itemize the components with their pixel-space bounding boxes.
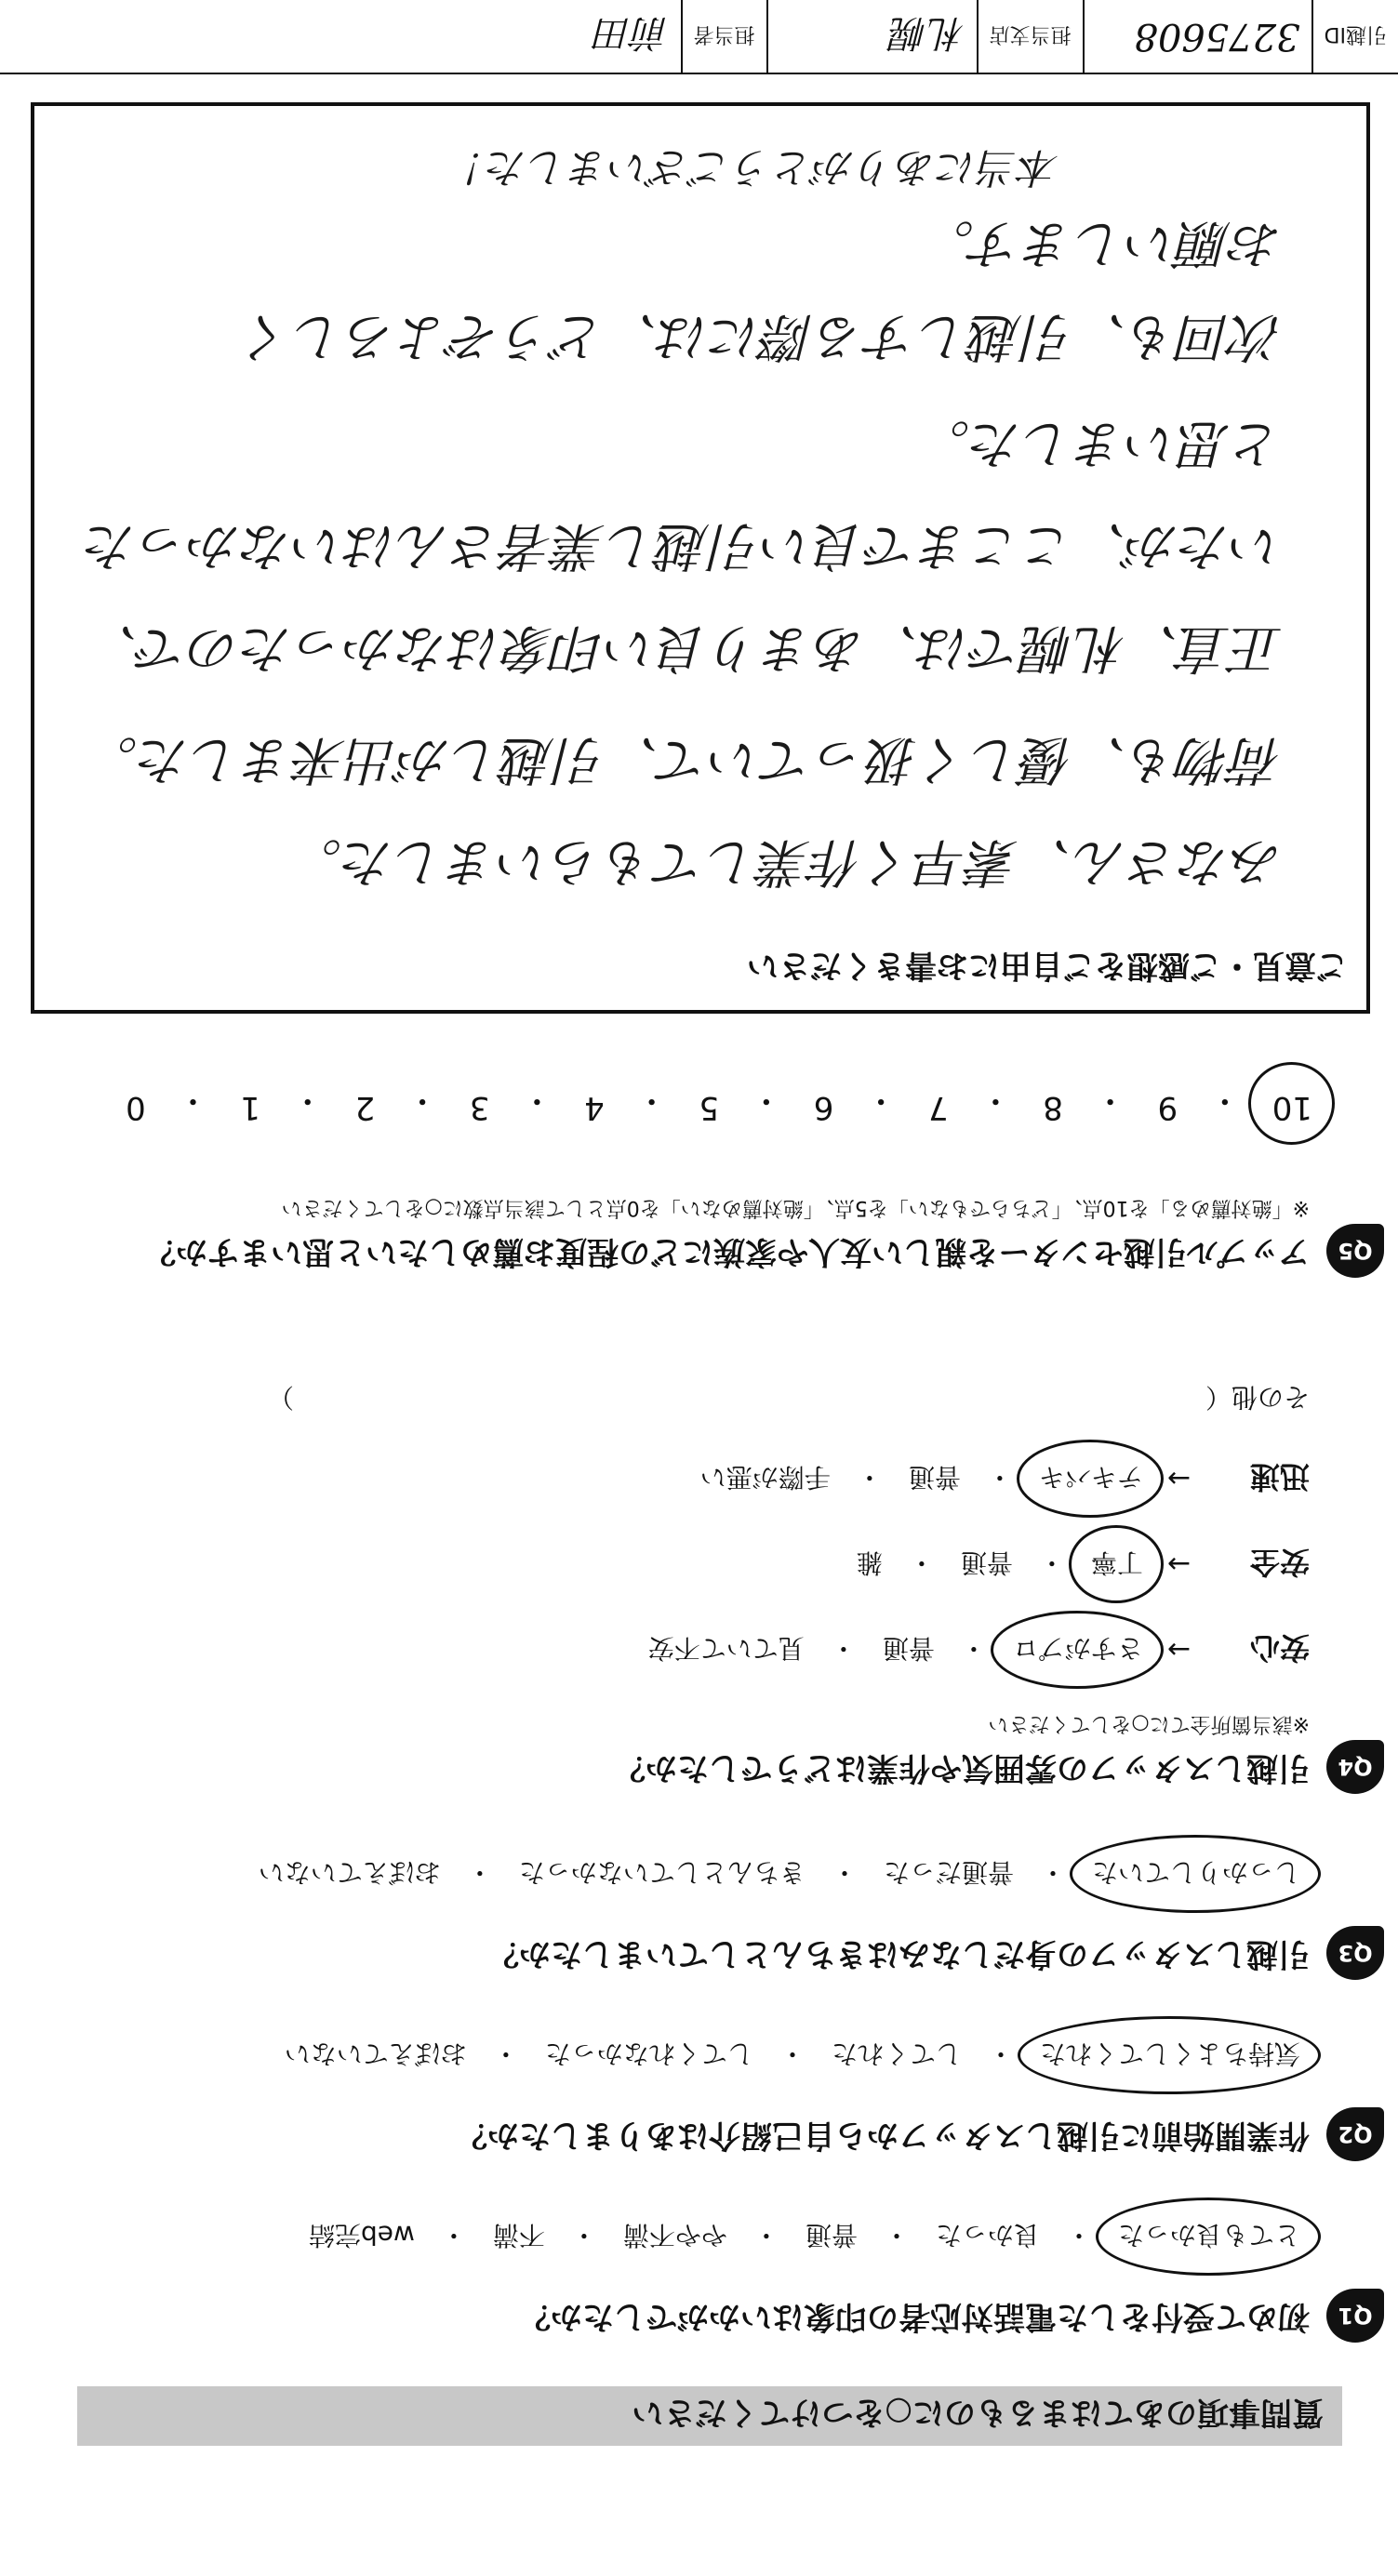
q1-badge: Q1	[1326, 2289, 1384, 2343]
q2-option[interactable]: おぼえていない	[284, 2038, 467, 2069]
q2-option[interactable]: してくれなかった	[544, 2038, 753, 2069]
q4-option[interactable]: 普通	[882, 1633, 935, 1664]
comment-line: 正直、札幌では、あまり良い印象はなかったので、	[86, 617, 1283, 678]
question-3	[63, 1850, 1373, 1976]
q5-score[interactable]: 4	[584, 1089, 605, 1126]
q1-option[interactable]: とても良かった	[1109, 2212, 1310, 2261]
q5-badge: Q5	[1326, 1224, 1384, 1278]
move-id-value[interactable]: 3275608	[1083, 0, 1311, 73]
q5-score[interactable]: 8	[1043, 1089, 1063, 1126]
q5-score[interactable]: 9	[1157, 1089, 1178, 1126]
instruction-banner	[77, 2386, 1342, 2446]
q4-option[interactable]: 普通	[908, 1462, 961, 1493]
q2-option[interactable]: 気持ちよくしてくれた	[1031, 2031, 1310, 2079]
question-1	[63, 2212, 1373, 2339]
q3-option[interactable]: きちんとしていなかった	[518, 1857, 806, 1888]
q1-option[interactable]: 不満	[492, 2220, 545, 2251]
q5-score[interactable]: 3	[469, 1089, 490, 1126]
q4-badge: Q4	[1326, 1740, 1384, 1794]
q2-badge: Q2	[1326, 2107, 1384, 2161]
q5-score[interactable]: 7	[927, 1089, 949, 1126]
q5-score[interactable]: 10	[1261, 1077, 1324, 1130]
q1-option[interactable]: 良かった	[935, 2220, 1040, 2251]
q3-option[interactable]: しっかりしていた	[1083, 1850, 1310, 1898]
q1-option[interactable]: web完結	[308, 2220, 415, 2251]
q4-row-label: 安全	[1249, 1545, 1310, 1580]
manager-value[interactable]: 前田	[594, 11, 670, 55]
comment-line: お願いします。	[922, 213, 1283, 273]
q4-option[interactable]: 見ていて不安	[647, 1633, 805, 1664]
instruction-text: 質問事項のあてはまるものに○をつけてください	[632, 2394, 1324, 2432]
comment-box[interactable]	[31, 102, 1370, 1014]
q5-score[interactable]: 1	[240, 1089, 260, 1126]
q5-score[interactable]: 2	[354, 1089, 376, 1126]
q4-row-jinsoku: 迅速 → テキパキ ・ 普通 ・ 手際が悪い	[63, 1454, 1310, 1503]
q2-option[interactable]: してくれた	[831, 2038, 962, 2069]
q4-option[interactable]: 丁寧	[1082, 1540, 1152, 1588]
q1-text: 初めて受付をした電話対応者の印象はいかがでしたか？	[519, 2298, 1310, 2335]
q4-note: ※該当箇所全てに○をしてください	[988, 1712, 1310, 1735]
q4-option[interactable]: さすがプロ	[1004, 1626, 1152, 1674]
q5-text: アップル引越センターを親しい友人や家族にどの程度お薦めしたいと思いますか？	[144, 1233, 1310, 1270]
q5-score[interactable]: 6	[813, 1089, 834, 1126]
q1-options: とても良かった ・ 良かった ・ 普通 ・ やや不満 ・ 不満 ・ web完結	[63, 2212, 1310, 2261]
q4-row-anshin: 安心 → さすがプロ ・ 普通 ・ 見ていて不安	[63, 1626, 1310, 1674]
q4-row-label: 安心	[1249, 1630, 1310, 1666]
q3-options: しっかりしていた ・ 普通だった ・ きちんとしていなかった ・ おぼえていない	[63, 1850, 1310, 1898]
q4-row-anzen: 安全 → 丁寧 ・ 普通 ・ 雑	[63, 1540, 1310, 1588]
q3-option[interactable]: 普通だった	[883, 1857, 1014, 1888]
q5-scale: 10 ・ 9 ・ 8 ・ 7 ・ 6 ・ 5 ・ 4 ・ 3 ・ 2 ・ 1 ・ 0	[114, 1077, 1324, 1130]
manager-label: 担当者	[681, 0, 766, 73]
question-2	[63, 2031, 1373, 2158]
q4-text: 引越しスタッフの雰囲気や作業はどうでしたか？	[614, 1749, 1310, 1786]
comment-line: 次回も、引越しする際には、どうぞよろしく	[241, 306, 1283, 366]
comment-line: みなさん、素早く作業してもらいました。	[289, 831, 1283, 892]
move-id-label: 引越ID	[1311, 0, 1398, 73]
comment-line: 本当にありがとうございました！	[446, 143, 1059, 191]
branch-value[interactable]: 札幌	[766, 0, 977, 73]
q5-score[interactable]: 0	[126, 1089, 146, 1126]
comment-line: 荷物も、優しく扱っていて、引越しが出来ました。	[86, 729, 1283, 790]
q3-option[interactable]: おぼえていない	[258, 1857, 441, 1888]
q4-option[interactable]: 手際が悪い	[699, 1462, 831, 1493]
q2-options: 気持ちよくしてくれた ・ してくれた ・ してくれなかった ・ おぼえていない	[63, 2031, 1310, 2079]
comment-line: いたが、ここまで良い引越し業者さんはいなかった	[85, 515, 1283, 576]
q3-text: 引越しスタッフの身だしなみはきちんとしていましたか？	[487, 1935, 1310, 1972]
q1-option[interactable]: 普通	[805, 2220, 858, 2251]
q1-option[interactable]: やや不満	[622, 2220, 727, 2251]
q4-other-text: その他（ ）	[267, 1382, 1310, 1413]
q4-option[interactable]: テキパキ	[1030, 1454, 1152, 1503]
footer-fields	[0, 0, 1398, 74]
comment-line: と思いました。	[918, 413, 1283, 473]
q4-option[interactable]: 普通	[960, 1547, 1013, 1578]
q4-other[interactable]	[63, 1380, 1310, 1417]
q4-row-label: 迅速	[1249, 1459, 1310, 1494]
question-4	[63, 1380, 1373, 1790]
q2-text: 作業開始前に引越しスタッフから自己紹介はありましたか？	[456, 2117, 1310, 2154]
q5-score[interactable]: 5	[699, 1089, 720, 1126]
branch-label: 担当支店	[977, 0, 1083, 73]
question-5	[63, 1195, 1373, 1274]
q5-note: ※「絶対薦める」を10点、「どちらでもない」を5点、「絶対薦めない」を0点として該当点数に○をしてください	[281, 1196, 1310, 1219]
q3-badge: Q3	[1326, 1926, 1384, 1980]
q4-option[interactable]: 雑	[856, 1547, 883, 1578]
comment-heading: ご意見・ご感想をご自由にお書きください	[747, 947, 1348, 984]
